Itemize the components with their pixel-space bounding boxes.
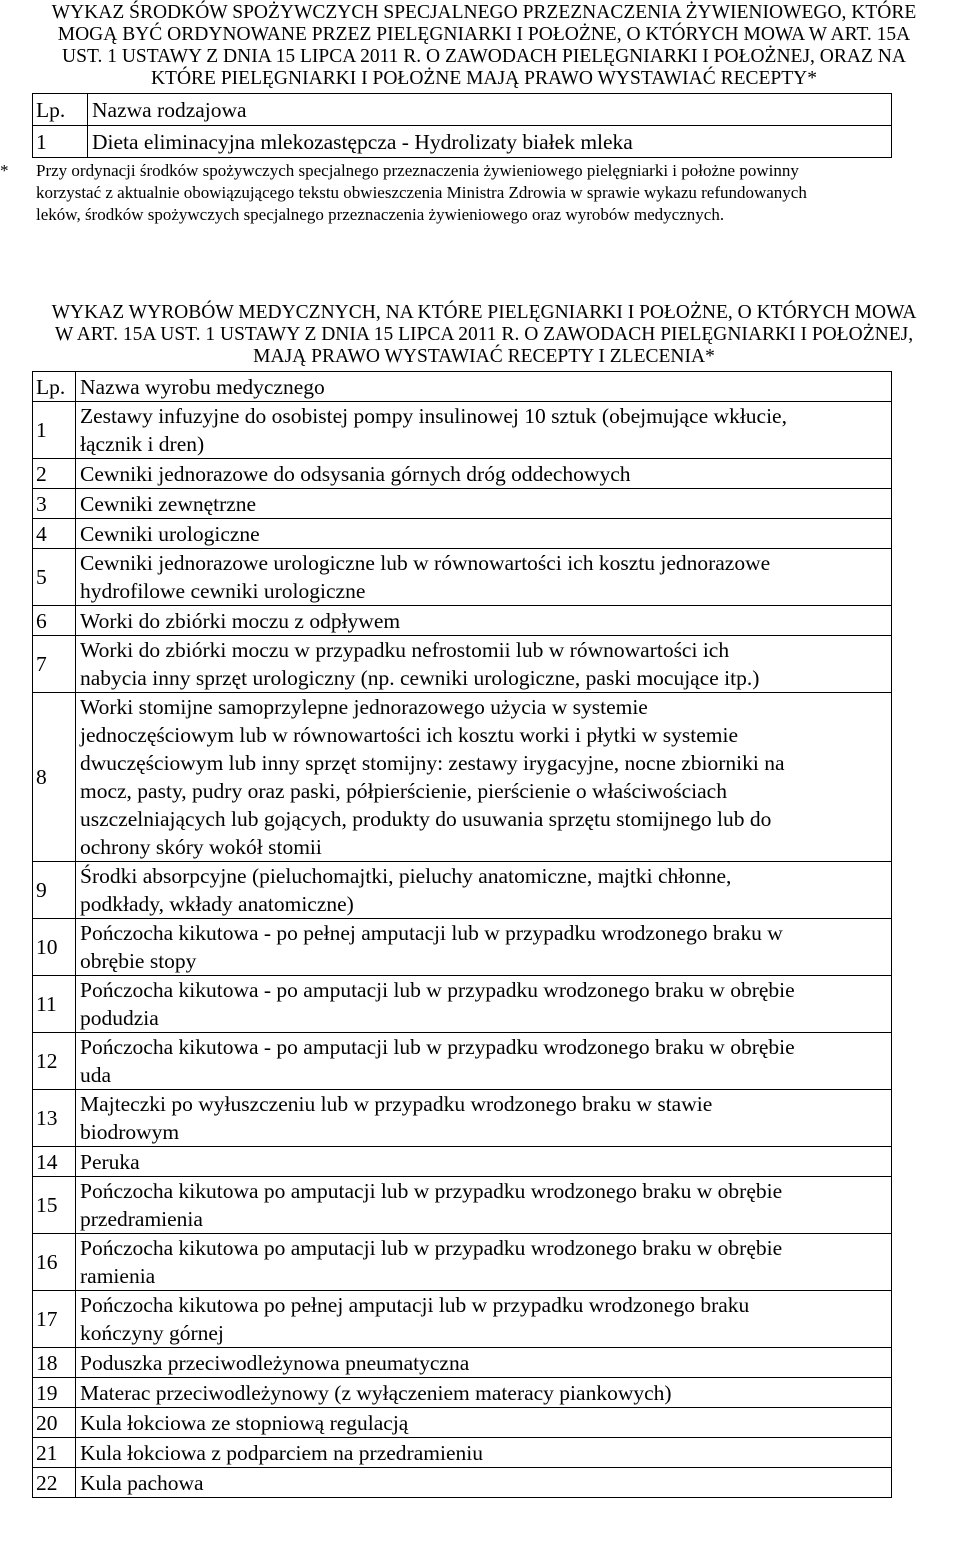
- table-row: [33, 1234, 892, 1291]
- column-header-lp: Lp.: [33, 94, 88, 126]
- row-name-line: Poduszka przeciwodleżynowa pneumatyczna: [80, 1350, 470, 1375]
- row-name: [76, 693, 892, 862]
- table-row: [33, 1090, 892, 1147]
- row-number: 12: [33, 1033, 76, 1090]
- footnote-line: leków, środków spożywczych specjalnego przeznaczenia żywieniowego oraz wyrobów medycznych.: [36, 205, 725, 224]
- row-name-line: kończyny górnej: [80, 1321, 224, 1345]
- row-number: 21: [33, 1438, 76, 1468]
- row-number: 22: [33, 1468, 76, 1498]
- row-name: [76, 519, 892, 549]
- row-name-line: mocz, pasty, pudry oraz paski, półpierścienie, pierścienie o właściwościach: [80, 779, 727, 803]
- row-name-line: Cewniki zewnętrzne: [80, 491, 257, 516]
- heading-line: WYKAZ ŚRODKÓW SPOŻYWCZYCH SPECJALNEGO PRZEZNACZENIA ŻYWIENIOWEGO, KTÓRE: [51, 2, 917, 23]
- row-name-line: Materac przeciwodleżynowy (z wyłączeniem materacy piankowych): [80, 1380, 672, 1405]
- table-row: [33, 606, 892, 636]
- footnote-marker: *: [0, 161, 9, 180]
- heading-line: KTÓRE PIELĘGNIARKI I POŁOŻNE MAJĄ PRAWO WYSTAWIAĆ RECEPTY*: [150, 68, 818, 89]
- row-name-line: dwuczęściowym lub inny sprzęt stomijny: zestawy irygacyjne, nocne zbiorniki na: [80, 751, 785, 775]
- row-name: [76, 1177, 892, 1234]
- table-row: [33, 976, 892, 1033]
- row-number: 2: [33, 459, 76, 489]
- row-name-line: Pończocha kikutowa po amputacji lub w przypadku wrodzonego braku w obrębie: [80, 1179, 783, 1203]
- row-name: [76, 919, 892, 976]
- row-name-line: Cewniki urologiczne: [80, 521, 260, 546]
- row-name-line: Majteczki po wyłuszczeniu lub w przypadku wrodzonego braku w stawie: [80, 1092, 713, 1116]
- table-row: [33, 919, 892, 976]
- row-number: 1: [33, 402, 76, 459]
- row-name-line: nabycia inny sprzęt urologiczny (np. cewniki urologiczne, paski mocujące itp.): [80, 666, 760, 690]
- row-name-line: hydrofilowe cewniki urologiczne: [80, 579, 366, 603]
- table-row: [33, 402, 892, 459]
- row-name-line: biodrowym: [80, 1120, 180, 1144]
- row-name: [76, 489, 892, 519]
- row-number: 3: [33, 489, 76, 519]
- row-number: 15: [33, 1177, 76, 1234]
- column-header-lp: Lp.: [33, 372, 76, 402]
- row-number: 4: [33, 519, 76, 549]
- table-row: [33, 1033, 892, 1090]
- row-name-line: uda: [80, 1063, 112, 1087]
- row-number: 8: [33, 693, 76, 862]
- table-row: [33, 1147, 892, 1177]
- row-name: [76, 1378, 892, 1408]
- row-name-line: Pończocha kikutowa po amputacji lub w przypadku wrodzonego braku w obrębie: [80, 1236, 783, 1260]
- row-name-line: jednoczęściowym lub w równowartości ich kosztu worki i płytki w systemie: [80, 723, 739, 747]
- row-number: 1: [33, 126, 88, 158]
- row-name-line: podkłady, wkłady anatomiczne): [80, 892, 354, 916]
- row-name-line: przedramienia: [80, 1207, 203, 1231]
- medical-devices-table: [32, 371, 892, 1498]
- row-name-line: ramienia: [80, 1264, 156, 1288]
- table-row: [33, 1408, 892, 1438]
- row-name-line: Worki do zbiórki moczu z odpływem: [80, 608, 401, 633]
- table-row: [33, 1291, 892, 1348]
- row-name: [76, 459, 892, 489]
- row-number: 16: [33, 1234, 76, 1291]
- table-row: [33, 1438, 892, 1468]
- heading-line: MOGĄ BYĆ ORDYNOWANE PRZEZ PIELĘGNIARKI I POŁOŻNE, O KTÓRYCH MOWA W ART. 15A: [57, 24, 911, 45]
- row-number: 11: [33, 976, 76, 1033]
- row-name: [76, 1090, 892, 1147]
- row-number: 18: [33, 1348, 76, 1378]
- row-name-line: Worki stomijne samoprzylepne jednorazowego użycia w systemie: [80, 695, 648, 719]
- row-name: [76, 606, 892, 636]
- table-row: [33, 862, 892, 919]
- table-header-row: [33, 94, 892, 126]
- table-row: [33, 1177, 892, 1234]
- row-name-line: uszczelniających lub gojących, produkty do usuwania sprzętu stomijnego lub do: [80, 807, 772, 831]
- footnote: [0, 160, 960, 226]
- table-row: [33, 519, 892, 549]
- row-number: 17: [33, 1291, 76, 1348]
- row-number: 6: [33, 606, 76, 636]
- footnote-line: Przy ordynacji środków spożywczych specjalnego przeznaczenia żywieniowego pielęgniarki i położne powinny: [36, 161, 799, 180]
- row-name: [76, 1408, 892, 1438]
- column-header-name: Nazwa wyrobu medycznego: [76, 372, 892, 402]
- table-row: [33, 693, 892, 862]
- row-name-line: Cewniki jednorazowe urologiczne lub w równowartości ich kosztu jednorazowe: [80, 551, 771, 575]
- row-number: 9: [33, 862, 76, 919]
- row-name-line: Dieta eliminacyjna mlekozastępcza - Hydrolizaty białek mleka: [92, 129, 633, 154]
- table-row: [33, 126, 892, 158]
- row-name-line: Cewniki jednorazowe do odsysania górnych dróg oddechowych: [80, 461, 631, 486]
- table-row: [33, 489, 892, 519]
- row-name-line: Pończocha kikutowa - po amputacji lub w przypadku wrodzonego braku w obrębie: [80, 978, 795, 1002]
- row-name: [76, 549, 892, 606]
- medical-devices-heading: [24, 302, 944, 368]
- table-row: [33, 636, 892, 693]
- row-number: 5: [33, 549, 76, 606]
- table-row: [33, 1378, 892, 1408]
- row-name-line: Pończocha kikutowa - po amputacji lub w przypadku wrodzonego braku w obrębie: [80, 1035, 795, 1059]
- row-name: [76, 1147, 892, 1177]
- heading-line: UST. 1 USTAWY Z DNIA 15 LIPCA 2011 R. O ZAWODACH PIELĘGNIARKI I POŁOŻNEJ, ORAZ NA: [62, 46, 906, 67]
- footnote-line: korzystać z aktualnie obowiązującego tekstu obwieszczenia Ministra Zdrowia w sprawie wykazu refundowanych: [36, 183, 807, 202]
- row-name: [76, 636, 892, 693]
- row-name-line: Pończocha kikutowa - po pełnej amputacji lub w przypadku wrodzonego braku w: [80, 921, 783, 945]
- table-row: [33, 1468, 892, 1498]
- column-header-name: Nazwa rodzajowa: [88, 94, 892, 126]
- row-name: [76, 1348, 892, 1378]
- row-name: [88, 126, 892, 158]
- row-number: 20: [33, 1408, 76, 1438]
- row-name: [76, 862, 892, 919]
- heading-line: W ART. 15A UST. 1 USTAWY Z DNIA 15 LIPCA 2011 R. O ZAWODACH PIELĘGNIARKI I POŁOŻNEJ,: [54, 324, 914, 345]
- table-row: [33, 1348, 892, 1378]
- row-name: [76, 1438, 892, 1468]
- heading-line: WYKAZ WYROBÓW MEDYCZNYCH, NA KTÓRE PIELĘGNIARKI I POŁOŻNE, O KTÓRYCH MOWA: [51, 302, 917, 323]
- row-name: [76, 1234, 892, 1291]
- row-number: 13: [33, 1090, 76, 1147]
- row-number: 10: [33, 919, 76, 976]
- row-name-line: Kula łokciowa ze stopniową regulacją: [80, 1410, 409, 1435]
- table-row: [33, 459, 892, 489]
- table-header-row: [33, 372, 892, 402]
- row-name-line: Środki absorpcyjne (pieluchomajtki, pieluchy anatomiczne, majtki chłonne,: [80, 864, 732, 888]
- row-name-line: podudzia: [80, 1006, 159, 1030]
- row-name: [76, 976, 892, 1033]
- row-name: [76, 1291, 892, 1348]
- row-name-line: Kula pachowa: [80, 1470, 204, 1495]
- row-number: 19: [33, 1378, 76, 1408]
- table-row: [33, 549, 892, 606]
- row-name-line: łącznik i dren): [80, 432, 205, 456]
- row-name-line: ochrony skóry wokół stomii: [80, 835, 322, 859]
- heading-line: MAJĄ PRAWO WYSTAWIAĆ RECEPTY I ZLECENIA*: [253, 346, 715, 367]
- row-name-line: Kula łokciowa z podparciem na przedramieniu: [80, 1440, 483, 1465]
- row-name: [76, 1468, 892, 1498]
- food-products-table: [32, 93, 892, 158]
- row-number: 14: [33, 1147, 76, 1177]
- row-name-line: Pończocha kikutowa po pełnej amputacji lub w przypadku wrodzonego braku: [80, 1293, 750, 1317]
- food-list-heading: [24, 2, 944, 90]
- row-name-line: Zestawy infuzyjne do osobistej pompy insulinowej 10 sztuk (obejmujące wkłucie,: [80, 404, 787, 428]
- row-name: [76, 402, 892, 459]
- row-number: 7: [33, 636, 76, 693]
- row-name: [76, 1033, 892, 1090]
- row-name-line: obrębie stopy: [80, 949, 197, 973]
- row-name-line: Worki do zbiórki moczu w przypadku nefrostomii lub w równowartości ich: [80, 638, 730, 662]
- row-name-line: Peruka: [80, 1149, 140, 1174]
